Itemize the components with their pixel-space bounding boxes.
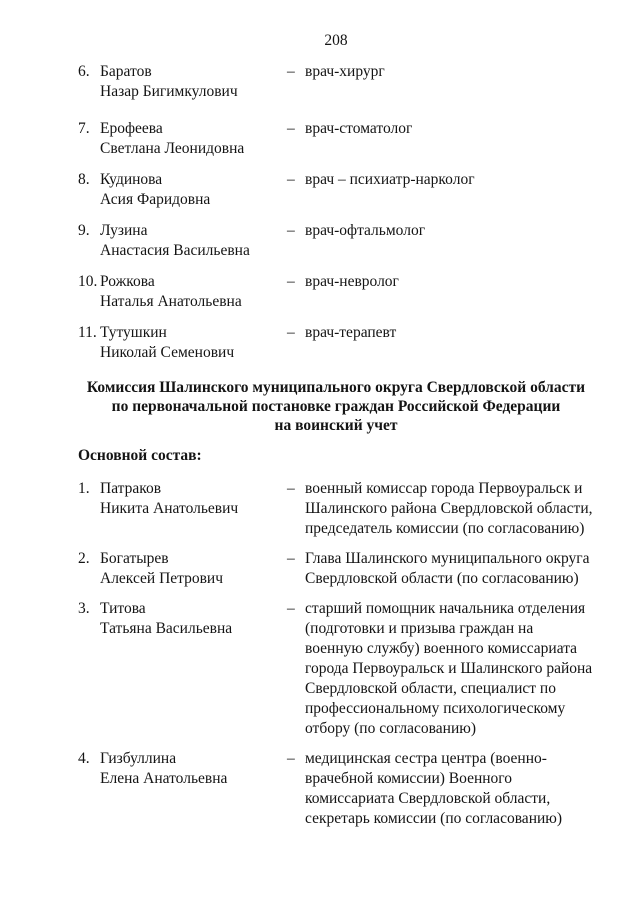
dash-separator: – — [287, 480, 295, 497]
member-given-name: Наталья Анатольевна — [100, 293, 242, 310]
member-role: врач-терапевт — [305, 324, 397, 341]
member-surname: Титова — [100, 600, 146, 617]
member-role: старший помощник начальника отделения (подготовки и призыва граждан на военную службу) военного комиссариата города Первоуральск и Шалинского района Свердловской области, специалист по профессиональному психологическому отбору (по согласованию) — [305, 600, 593, 737]
dash-separator: – — [287, 120, 295, 137]
member-surname: Лузина — [100, 222, 148, 239]
list-item — [78, 62, 594, 102]
member-name — [100, 549, 287, 589]
item-number: 3. — [78, 600, 90, 617]
member-surname: Богатырев — [100, 550, 169, 567]
member-role: военный комиссар города Первоуральск и Шалинского района Свердловской области, председатель комиссии (по согласованию) — [305, 480, 593, 537]
item-number: 4. — [78, 750, 90, 767]
member-role: Глава Шалинского муниципального округа Свердловской области (по согласованию) — [305, 550, 590, 587]
member-given-name: Никита Анатольевич — [100, 500, 239, 517]
section-heading — [78, 378, 594, 435]
member-name — [100, 170, 287, 210]
member-given-name: Алексей Петрович — [100, 570, 224, 587]
member-role: врач-невролог — [305, 273, 399, 290]
member-given-name: Анастасия Васильевна — [100, 242, 250, 259]
member-role: врач-офтальмолог — [305, 222, 426, 239]
item-number: 1. — [78, 480, 90, 497]
item-number: 9. — [78, 222, 90, 239]
member-name — [100, 221, 287, 261]
item-number: 6. — [78, 63, 90, 80]
member-name — [100, 479, 287, 519]
heading-line: на воинский учет — [274, 417, 398, 434]
member-surname: Рожкова — [100, 273, 155, 290]
list-item — [78, 272, 594, 312]
list-item — [78, 549, 594, 589]
member-surname: Ерофеева — [100, 120, 163, 137]
member-role: врач-стоматолог — [305, 120, 413, 137]
member-surname: Баратов — [100, 63, 152, 80]
member-given-name: Елена Анатольевна — [100, 770, 228, 787]
member-name — [100, 323, 287, 363]
item-number: 2. — [78, 550, 90, 567]
member-given-name: Николай Семенович — [100, 344, 235, 361]
member-given-name: Назар Бигимкулович — [100, 83, 238, 100]
list-item — [78, 221, 594, 261]
dash-separator: – — [287, 750, 295, 767]
member-name — [100, 62, 287, 102]
member-role: врач – психиатр-нарколог — [305, 171, 475, 188]
list-item — [78, 749, 594, 829]
dash-separator: – — [287, 324, 295, 341]
dash-separator: – — [287, 171, 295, 188]
member-surname: Тутушкин — [100, 324, 167, 341]
list-item — [78, 599, 594, 739]
list-item — [78, 170, 594, 210]
item-number: 8. — [78, 171, 90, 188]
member-given-name: Светлана Леонидовна — [100, 140, 245, 157]
list-item — [78, 119, 594, 159]
dash-separator: – — [287, 222, 295, 239]
commission-list — [78, 479, 594, 829]
item-number: 11. — [78, 324, 97, 341]
member-given-name: Асия Фаридовна — [100, 191, 211, 208]
subsection-heading: Основной состав: — [78, 447, 202, 464]
member-name — [100, 749, 287, 789]
member-given-name: Татьяна Васильевна — [100, 620, 233, 637]
member-surname: Патраков — [100, 480, 162, 497]
doctors-list — [78, 62, 594, 363]
member-name — [100, 599, 287, 639]
item-number: 10. — [78, 273, 98, 290]
list-item — [78, 479, 594, 539]
member-role: медицинская сестра центра (военно-врачебной комиссии) Военного комиссариата Свердловской области, секретарь комиссии (по согласованию) — [305, 750, 563, 827]
item-number: 7. — [78, 120, 90, 137]
member-role: врач-хирург — [305, 63, 385, 80]
heading-line: по первоначальной постановке граждан Российской Федерации — [111, 398, 561, 415]
member-name — [100, 119, 287, 159]
dash-separator: – — [287, 63, 295, 80]
member-surname: Гизбуллина — [100, 750, 177, 767]
list-item — [78, 323, 594, 363]
dash-separator: – — [287, 550, 295, 567]
page-number: 208 — [324, 32, 348, 49]
heading-line: Комиссия Шалинского муниципального округа Свердловской области — [86, 379, 586, 396]
dash-separator: – — [287, 273, 295, 290]
member-surname: Кудинова — [100, 171, 163, 188]
member-name — [100, 272, 287, 312]
dash-separator: – — [287, 600, 295, 617]
